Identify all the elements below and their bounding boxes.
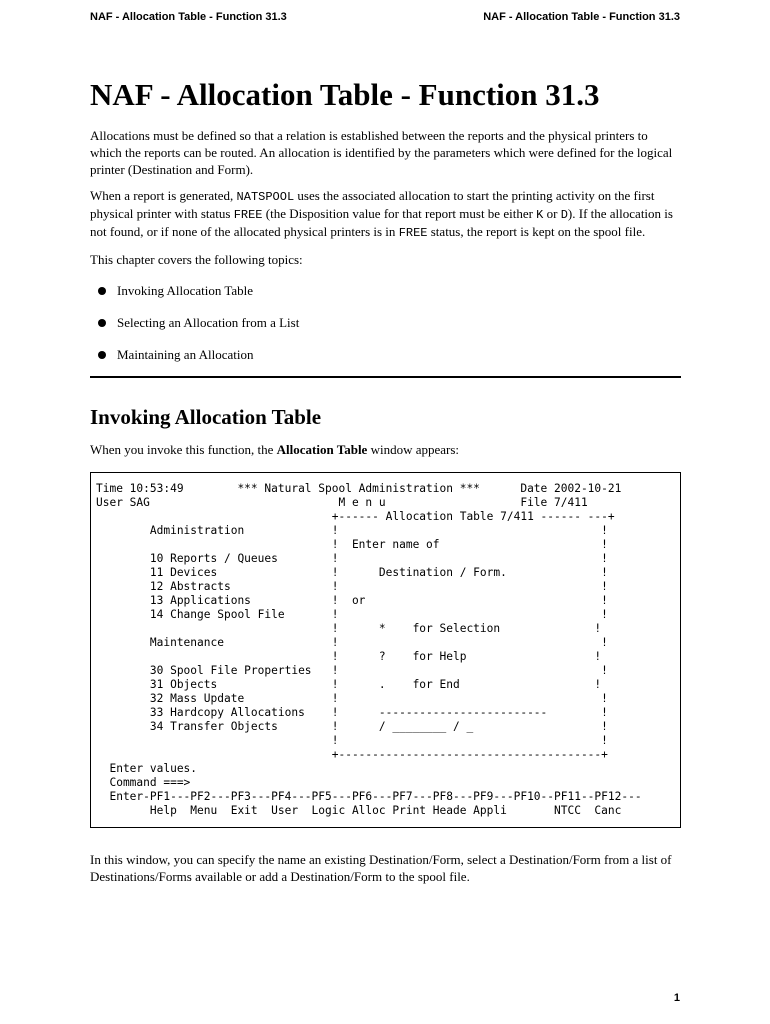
report-paragraph xyxy=(90,188,681,241)
report-code-natspool: NATSPOOL xyxy=(236,190,295,205)
topic-item[interactable] xyxy=(98,315,681,331)
report-code-k: K xyxy=(536,208,544,223)
topic-link[interactable]: Selecting an Allocation from a List xyxy=(117,314,300,330)
report-code-free: FREE xyxy=(233,208,263,223)
closing-paragraph: In this window, you can specify the name an existing Destination/Form, select a Destination/Form from a list of Destinations/Forms available or add a Destination/Form to the spool file. xyxy=(90,852,672,885)
running-header-right: NAF - Allocation Table - Function 31.3 xyxy=(483,11,680,23)
section-heading: Invoking Allocation Table xyxy=(90,404,322,429)
topic-link[interactable]: Invoking Allocation Table xyxy=(117,282,254,298)
report-code-free-2: FREE xyxy=(398,225,428,240)
report-text-5: ). If the allocation is not found, or if none of the allocated physical printers is in xyxy=(90,206,673,239)
topic-link[interactable]: Maintaining an Allocation xyxy=(117,346,254,362)
section-intro xyxy=(90,442,681,459)
report-code-d: D xyxy=(560,208,568,223)
terminal-screen xyxy=(90,472,681,828)
bullet-icon xyxy=(98,351,106,359)
report-text-3: (the Disposition value for that report must be either xyxy=(262,206,537,222)
topic-item[interactable] xyxy=(98,283,681,299)
topics-list xyxy=(90,283,681,363)
page-content xyxy=(90,76,681,896)
report-text-1: When a report is generated, xyxy=(90,188,237,204)
page-title: NAF - Allocation Table - Function 31.3 xyxy=(90,77,600,112)
terminal-screen-text: Time 10:53:49 *** Natural Spool Administration *** Date 2002-10-21 User SAG M e n u File 7/411 +------ Allocation Table 7/411 ------ ---+ Administration ! ! ! Enter name of ! 10 Reports / Queues ! ! 11 Devices ! Destination / Form. ! 12 Abstracts ! ! 13 Applications ! or ! 14 Change Spool File ! ! ! * for Selection ! Maintenance ! ! ! ? for Help ! 30 Spool File Properties ! ! 31 Objects ! . for End ! 32 Mass Update ! ! 33 Hardcopy Allocations ! ------------------------- ! 34 Transfer Objects ! / ________ / _ ! ! ! +---------------------------------------+ Enter values. Command ===> Enter-PF1---PF2---PF3---PF4---PF5---PF6---PF7---PF8---PF9---PF10--PF11--PF12--- Help Menu Exit User Logic Alloc Print Heade Appli NTCC Canc xyxy=(96,482,642,818)
topic-item[interactable] xyxy=(98,347,681,363)
topics-intro: This chapter covers the following topics: xyxy=(90,251,303,267)
bullet-icon xyxy=(98,287,106,295)
running-header xyxy=(90,11,680,23)
running-header-left: NAF - Allocation Table - Function 31.3 xyxy=(90,11,287,23)
section-intro-text: When you invoke this function, the xyxy=(90,441,277,457)
report-text-4: or xyxy=(543,206,561,222)
intro-paragraph: Allocations must be defined so that a relation is established between the reports and the physical printers to which the reports can be routed. An allocation is identified by the parameters which were defined for the logical printer (Destination and Form). xyxy=(90,128,673,177)
section-intro-text-end: window appears: xyxy=(367,441,460,457)
section-intro-bold: Allocation Table xyxy=(276,441,368,457)
section-divider xyxy=(90,376,681,378)
report-text-2: uses the associated allocation to start the printing activity on the first physical printer with status xyxy=(90,188,655,222)
bullet-icon xyxy=(98,319,106,327)
report-text-6: status, the report is kept on the spool file. xyxy=(427,223,646,239)
page-number: 1 xyxy=(673,992,680,1004)
